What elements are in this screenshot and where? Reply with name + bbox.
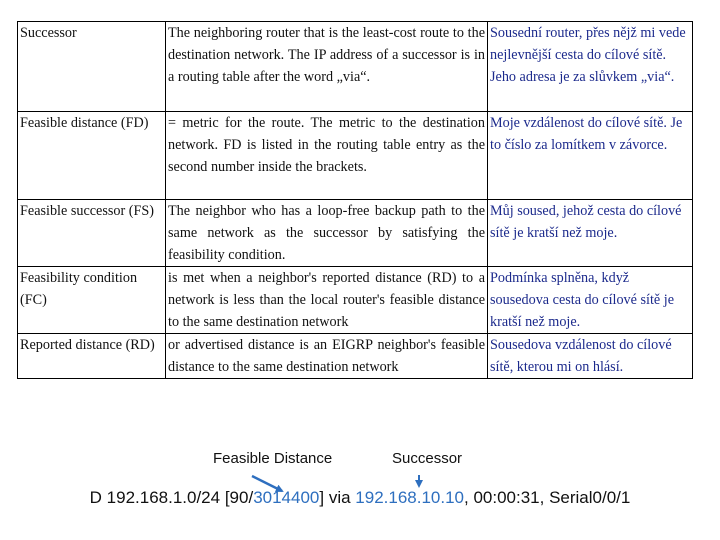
english-definition: is met when a neighbor's reported distance (RD) to a network is less than the local router's feasible distance to the same destination network <box>166 267 488 334</box>
feasible-distance-label: Feasible Distance <box>213 450 333 467</box>
czech-definition: Sousední router, přes nějž mi vede nejlevnější cesta do cílové sítě. Jeho adresa je za slůvkem „via“. <box>488 22 693 112</box>
english-definition: The neighbor who has a loop-free backup path to the same network as the successor by satisfying the feasibility condition. <box>166 200 488 267</box>
table-row <box>18 200 693 267</box>
successor-label: Successor <box>392 450 463 467</box>
czech-definition: Můj soused, jehož cesta do cílové sítě je kratší než moje. <box>488 200 693 267</box>
term-cell: Feasibility condition (FC) <box>18 267 166 334</box>
term-cell: Feasible successor (FS) <box>18 200 166 267</box>
route-successor-ip: 192.168.10.10 <box>355 488 464 507</box>
term-cell: Feasible distance (FD) <box>18 112 166 200</box>
route-feasible-distance: 3014400 <box>253 488 320 507</box>
table-row <box>18 267 693 334</box>
route-via: ] via <box>319 488 356 507</box>
czech-definition: Sousedova vzdálenost do cílové sítě, kterou mi on hlásí. <box>488 334 693 379</box>
czech-definition: Podmínka splněna, když sousedova cesta do cílové sítě je kratší než moje. <box>488 267 693 334</box>
term-cell: Reported distance (RD) <box>18 334 166 379</box>
table-row <box>18 112 693 200</box>
english-definition: The neighboring router that is the least-cost route to the destination network. The IP address of a successor is in a routing table after the word „via“. <box>166 22 488 112</box>
term-cell: Successor <box>18 22 166 112</box>
english-definition: or advertised distance is an EIGRP neighbor's feasible distance to the same destination network <box>166 334 488 379</box>
english-definition: = metric for the route. The metric to the destination network. FD is listed in the routing table entry as the second number inside the brackets. <box>166 112 488 200</box>
table-row <box>18 22 693 112</box>
czech-definition: Moje vzdálenost do cílové sítě. Je to číslo za lomítkem v závorce. <box>488 112 693 200</box>
terms-table <box>17 21 693 379</box>
route-suffix: , 00:00:31, Serial0/0/1 <box>464 488 631 507</box>
route-prefix: D 192.168.1.0/24 [90/ <box>89 488 254 507</box>
table-row <box>18 334 693 379</box>
routing-table-entry <box>0 488 720 508</box>
